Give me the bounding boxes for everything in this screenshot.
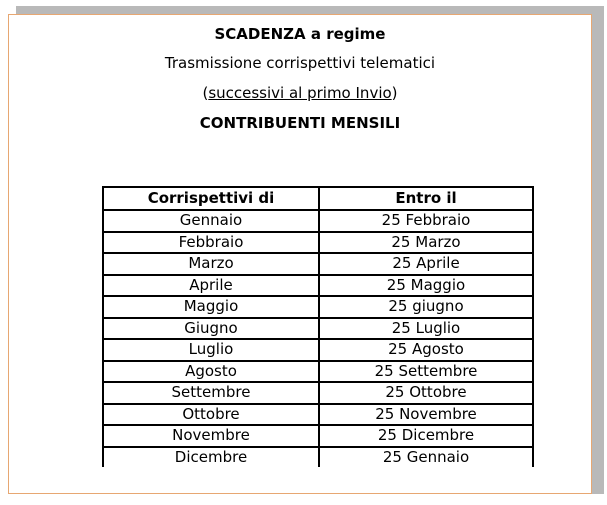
deadline-cell: 25 Maggio xyxy=(319,275,533,297)
deadline-cell: 25 Dicembre xyxy=(319,425,533,447)
column-header-period: Corrispettivi di xyxy=(103,187,319,210)
table-row xyxy=(103,382,533,404)
subtitle-note xyxy=(9,84,591,102)
table-row xyxy=(103,339,533,361)
table-row xyxy=(103,232,533,254)
note-text: successivi al primo Invio xyxy=(208,84,392,102)
table-row xyxy=(103,318,533,340)
table-row xyxy=(103,361,533,383)
table-row xyxy=(103,404,533,426)
table-row xyxy=(103,296,533,318)
deadline-cell: 25 Gennaio xyxy=(319,447,533,468)
table-header-row xyxy=(103,187,533,210)
period-cell: Agosto xyxy=(103,361,319,383)
deadline-cell: 25 Ottobre xyxy=(319,382,533,404)
schedule-card xyxy=(8,14,592,494)
deadline-cell: 25 Novembre xyxy=(319,404,533,426)
period-cell: Settembre xyxy=(103,382,319,404)
table-row xyxy=(103,275,533,297)
period-cell: Ottobre xyxy=(103,404,319,426)
deadline-cell: 25 Aprile xyxy=(319,253,533,275)
deadline-cell: 25 Febbraio xyxy=(319,210,533,232)
period-cell: Giugno xyxy=(103,318,319,340)
page-title: SCADENZA a regime xyxy=(214,25,386,43)
page-subtitle: Trasmissione corrispettivi telematici xyxy=(164,54,436,72)
deadline-cell: 25 Luglio xyxy=(319,318,533,340)
deadline-cell: 25 Agosto xyxy=(319,339,533,361)
period-cell: Novembre xyxy=(103,425,319,447)
table-row xyxy=(103,253,533,275)
section-title: CONTRIBUENTI MENSILI xyxy=(199,114,401,132)
deadline-cell: 25 giugno xyxy=(319,296,533,318)
period-cell: Febbraio xyxy=(103,232,319,254)
table-row xyxy=(103,447,533,468)
note-close-paren: ) xyxy=(391,84,398,102)
note-open-paren: ( xyxy=(202,84,209,102)
period-cell: Aprile xyxy=(103,275,319,297)
column-header-deadline: Entro il xyxy=(319,187,533,210)
deadline-cell: 25 Marzo xyxy=(319,232,533,254)
table-row xyxy=(103,210,533,232)
deadline-cell: 25 Settembre xyxy=(319,361,533,383)
period-cell: Gennaio xyxy=(103,210,319,232)
period-cell: Dicembre xyxy=(103,447,319,468)
table-row xyxy=(103,425,533,447)
period-cell: Maggio xyxy=(103,296,319,318)
deadline-table xyxy=(102,186,534,467)
period-cell: Luglio xyxy=(103,339,319,361)
period-cell: Marzo xyxy=(103,253,319,275)
